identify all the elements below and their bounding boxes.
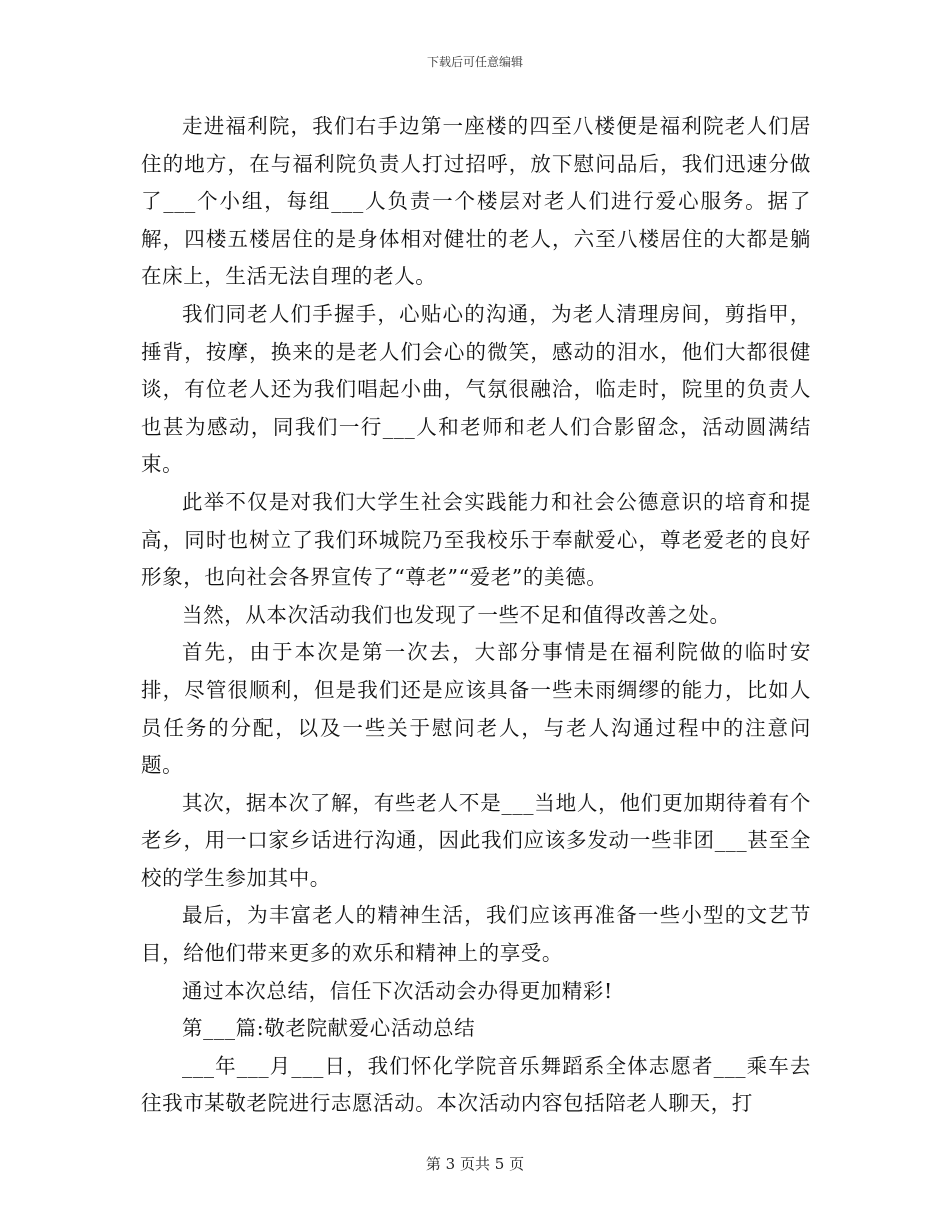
paragraph-6: 其次，据本次了解，有些老人不是___当地人，他们更加期待着有个老乡，用一口家乡话进行沟通，因此我们应该多发动一些非团___甚至全校的学生参加其中。 [141,790,811,890]
paragraph-7: 最后，为丰富老人的精神生活，我们应该再准备一些小型的文艺节目，给他们带来更多的欢乐和精神上的享受。 [141,903,811,966]
paragraph-9: ___年___月___日，我们怀化学院音乐舞蹈系全体志愿者___乘车去往我市某敬老院进行志愿活动。本次活动内容包括陪老人聊天，打 [141,1053,811,1116]
document-body [141,108,811,1123]
paragraph-3: 此举不仅是对我们大学生社会实践能力和社会公德意识的培育和提高，同时也树立了我们环城院乃至我校乐于奉献爱心，尊老爱老的良好形象，也向社会各界宣传了“尊老”“爱老”的美德。 [141,489,811,590]
paragraph-1: 走进福利院，我们右手边第一座楼的四至八楼便是福利院老人们居住的地方，在与福利院负责人打过招呼，放下慰问品后，我们迅速分做了___个小组，每组___人负责一个楼层对老人们进行爱心服务。据了解，四楼五楼居住的是身体相对健壮的老人，六至八楼居住的大都是躺在床上，生活无法自理的老人。 [141,114,811,289]
paragraph-4: 当然，从本次活动我们也发现了一些不足和值得改善之处。 [182,602,731,627]
paragraph-2: 我们同老人们手握手，心贴心的沟通，为老人清理房间，剪指甲，捶背，按摩，换来的是老人们会心的微笑，感动的泪水，他们大都很健谈，有位老人还为我们唱起小曲，气氛很融洽，临走时，院里的负责人也甚为感动，同我们一行___人和老师和老人们合影留念，活动圆满结束。 [141,301,811,477]
paragraph-8: 通过本次总结，信任下次活动会办得更加精彩! [182,978,613,1003]
page-number: 第 3 页共 5 页 [425,1155,525,1173]
section-heading: 第___篇:敬老院献爱心活动总结 [182,1016,476,1041]
paragraph-5: 首先，由于本次是第一次去，大部分事情是在福利院做的临时安排，尽管很顺利，但是我们还是应该具备一些未雨绸缪的能力，比如人员任务的分配，以及一些关于慰问老人，与老人沟通过程中的注意问题。 [141,640,811,778]
page-header: 下载后可任意编辑 [426,55,523,69]
